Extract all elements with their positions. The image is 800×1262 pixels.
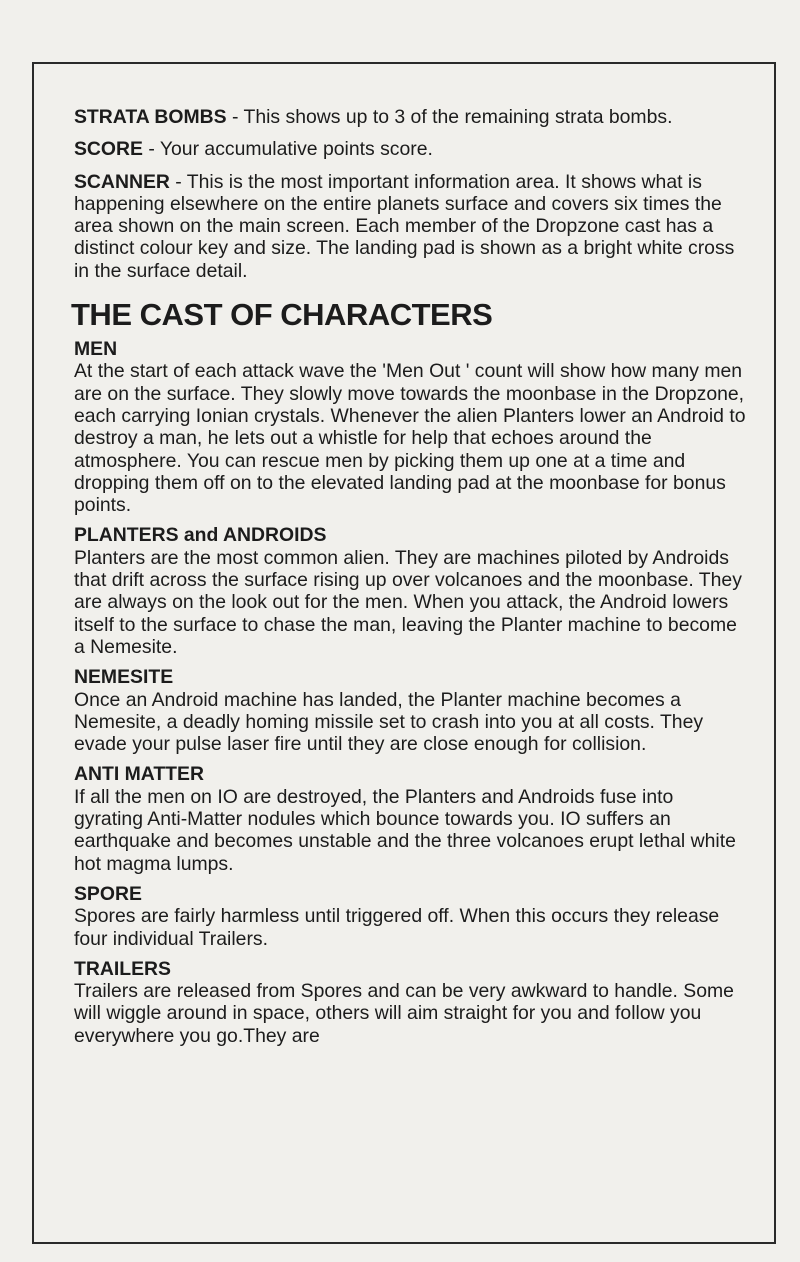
planters-androids-heading: PLANTERS and ANDROIDS <box>74 524 327 547</box>
scanner-text: - This is the most important information area. It shows what is happening elsewhere on the entire planets surface and covers six times the area shown on the main screen. Each member of the Dropzone cast has a distinct colour key and size. The landing pad is shown as a bright white cross in the surface detail. <box>74 170 735 282</box>
trailers-heading: TRAILERS <box>74 957 171 980</box>
page-content <box>71 106 746 1055</box>
nemesite-heading: NEMESITE <box>74 666 174 689</box>
strata-bombs-text: - This shows up to 3 of the remaining strata bombs. <box>226 106 673 128</box>
strata-bombs-label: STRATA BOMBS <box>74 106 227 128</box>
nemesite-text: Once an Android machine has landed, the Planter machine becomes a Nemesite, a deadly homing missile set to crash into you at all costs. They evade your pulse laser fire until they are close enough for collision. <box>74 688 704 756</box>
men-text: At the start of each attack wave the 'Men Out ' count will show how many men are on the surface. They slowly move towards the moonbase in the Dropzone, each carrying Ionian crystals. Whenever the alien Planters lower an Android to destroy a man, he lets out a whistle for help that echoes around the atmosphere. You can rescue men by picking them up one at a time and dropping them off on to the elevated landing pad at the moonbase for bonus points. <box>74 360 746 517</box>
scanner-label: SCANNER <box>74 170 170 193</box>
score-text: - Your accumulative points score. <box>142 138 433 161</box>
planters-androids-text: Planters are the most common alien. They are machines piloted by Androids that drift across the surface rising up over volcanoes and the moonbase. They are always on the look out for the men. When you attack, the Android lowers itself to the surface to chase the man, leaving the Planter machine to become a Nemesite. <box>74 546 742 658</box>
trailers-text: Trailers are released from Spores and can be very awkward to handle. Some will wiggle around in space, others will aim straight for you and follow you everywhere you go.They are <box>74 980 734 1047</box>
men-heading: MEN <box>74 338 118 361</box>
strata-bombs-paragraph <box>74 106 746 128</box>
cast-heading: THE CAST OF CHARACTERS <box>71 297 493 333</box>
spore-heading: SPORE <box>74 882 142 905</box>
anti-matter-heading: ANTI MATTER <box>74 763 204 786</box>
spore-text: Spores are fairly harmless until triggered off. When this occurs they release four individual Trailers. <box>74 905 720 950</box>
anti-matter-text: If all the men on IO are destroyed, the Planters and Androids fuse into gyrating Anti-Matter nodules which bounce towards you. IO suffers an earthquake and becomes unstable and the three volcanoes erupt lethal white hot magma lumps. <box>74 785 736 875</box>
score-label: SCORE <box>74 138 143 161</box>
page-frame <box>32 62 776 1244</box>
score-paragraph <box>74 138 746 160</box>
scanner-paragraph <box>74 171 746 282</box>
